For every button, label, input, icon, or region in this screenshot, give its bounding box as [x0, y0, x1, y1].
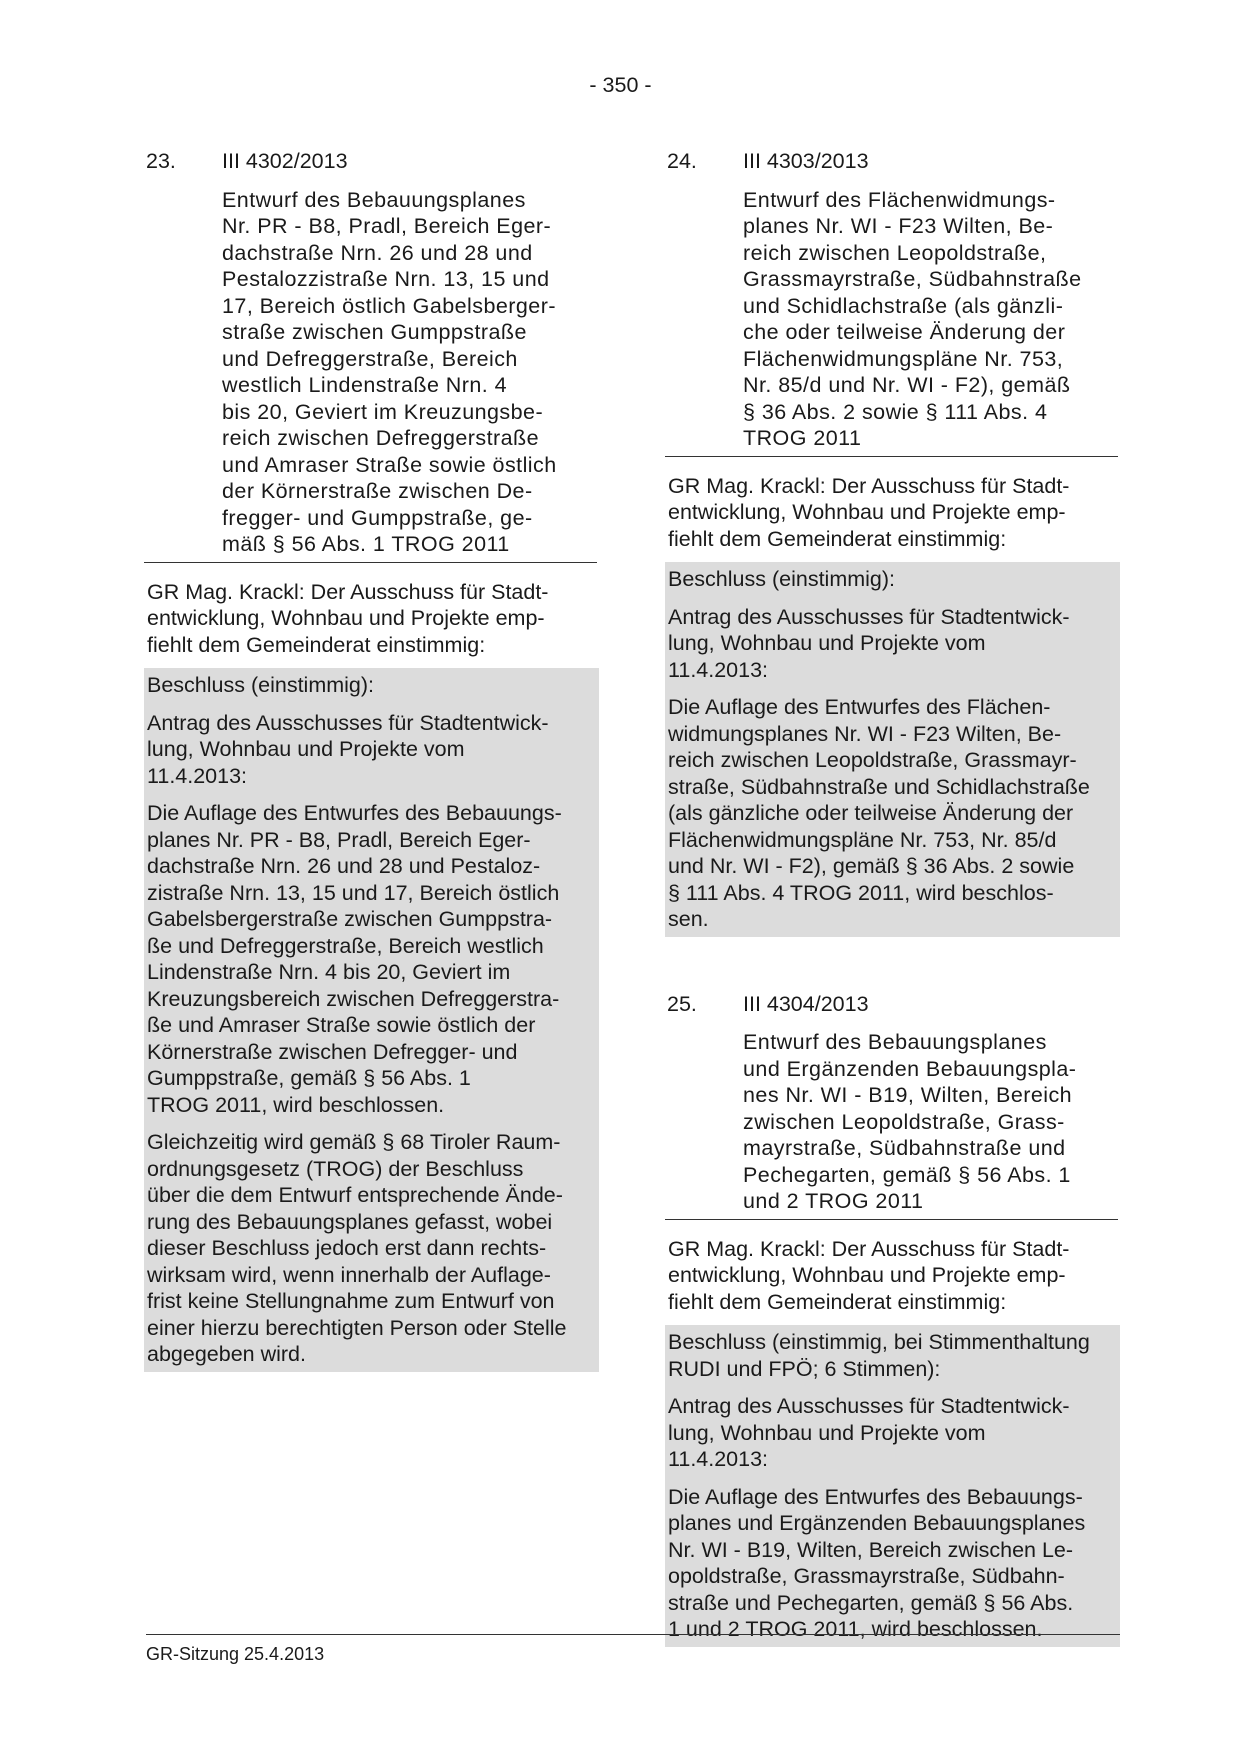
decision-paragraph	[668, 1329, 1114, 1382]
title-line: der Körnerstraße zwischen De-	[222, 479, 533, 503]
title-line: und Ergänzenden Bebauungspla-	[743, 1056, 1077, 1081]
decision-line: reich zwischen Leopoldstraße, Grassmayr-	[668, 748, 1077, 772]
decision-line: Gleichzeitig wird gemäß § 68 Tiroler Raum-	[147, 1130, 561, 1154]
decision-line: TROG 2011, wird beschlossen.	[147, 1092, 445, 1117]
decision-line: opoldstraße, Grassmayrstraße, Südbahn-	[668, 1564, 1065, 1588]
item-header	[146, 148, 601, 175]
decision-line: Die Auflage des Entwurfes des Flächen-	[668, 695, 1051, 719]
decision-line: § 111 Abs. 4 TROG 2011, wird beschlos-	[668, 880, 1054, 905]
recommendation-line: GR Mag. Krackl: Der Ausschuss für Stadt-	[147, 579, 549, 604]
title-line: Entwurf des Bebauungsplanes	[743, 1030, 1047, 1054]
decision-line: ordnungsgesetz (TROG) der Beschluss	[147, 1156, 524, 1181]
item-header	[667, 991, 1122, 1018]
decision-line: rung des Bebauungsplanes gefasst, wobei	[147, 1209, 553, 1234]
decision-line: 11.4.2013:	[147, 763, 248, 788]
title-line: reich zwischen Defreggerstraße	[222, 426, 540, 450]
decision-line: RUDI und FPÖ; 6 Stimmen):	[668, 1356, 941, 1381]
recommendation-line: GR Mag. Krackl: Der Ausschuss für Stadt-	[668, 1236, 1070, 1261]
decision-line: planes und Ergänzenden Bebauungsplanes	[668, 1511, 1086, 1535]
title-line: Entwurf des Flächenwidmungs-	[743, 187, 1056, 212]
title-line: und Schidlachstraße (als gänzli-	[743, 293, 1064, 318]
decision-line: Gabelsbergerstraße zwischen Gumppstra-	[147, 907, 553, 931]
title-line: und Defreggerstraße, Bereich	[222, 346, 518, 371]
decision-box	[665, 562, 1120, 937]
left-column	[146, 148, 601, 1372]
title-line: zwischen Leopoldstraße, Grass-	[743, 1109, 1065, 1134]
decision-line: Antrag des Ausschusses für Stadtentwick-	[668, 1394, 1070, 1418]
committee-recommendation	[667, 457, 1122, 553]
decision-line: dachstraße Nrn. 26 und 28 und Pestaloz-	[147, 854, 541, 878]
decision-line: einer hierzu berechtigten Person oder Stelle	[147, 1315, 567, 1340]
decision-line: 11.4.2013:	[668, 1447, 769, 1471]
decision-line: straße und Pechegarten, gemäß § 56 Abs.	[668, 1590, 1074, 1615]
decision-paragraph	[147, 672, 593, 699]
committee-recommendation	[146, 563, 601, 659]
item-number: 24.	[667, 149, 697, 173]
title-line: und Amraser Straße sowie östlich	[222, 452, 557, 477]
title-line: Pechegarten, gemäß § 56 Abs. 1	[743, 1162, 1071, 1187]
item-reference: III 4303/2013	[743, 149, 869, 173]
decision-line: planes Nr. PR - B8, Pradl, Bereich Eger-	[147, 827, 531, 852]
decision-paragraph	[147, 710, 593, 790]
decision-line: Nr. WI - B19, Wilten, Bereich zwischen Le-	[668, 1537, 1074, 1562]
recommendation-line: fiehlt dem Gemeinderat einstimmig:	[147, 632, 486, 657]
decision-line: dieser Beschluss jedoch erst dann rechts-	[147, 1236, 547, 1260]
right-column	[667, 148, 1122, 1647]
decision-line: Lindenstraße Nrn. 4 bis 20, Geviert im	[147, 960, 511, 984]
decision-line: frist keine Stellungnahme zum Entwurf von	[147, 1289, 555, 1313]
title-line: Grassmayrstraße, Südbahnstraße	[743, 267, 1082, 291]
item-number: 23.	[146, 149, 176, 173]
decision-line: (als gänzliche oder teilweise Änderung der	[668, 801, 1074, 825]
decision-paragraph	[668, 566, 1114, 593]
decision-line: Beschluss (einstimmig, bei Stimmenthaltung	[668, 1330, 1090, 1354]
decision-line: ße und Amraser Straße sowie östlich der	[147, 1013, 536, 1037]
title-line: und 2 TROG 2011	[743, 1189, 924, 1213]
recommendation-line: GR Mag. Krackl: Der Ausschuss für Stadt-	[668, 473, 1070, 498]
decision-box	[665, 1325, 1120, 1647]
item-header	[667, 148, 1122, 175]
title-line: fregger- und Gumppstraße, ge-	[222, 505, 533, 530]
footer-text: GR-Sitzung 25.4.2013	[146, 1644, 325, 1664]
title-line: planes Nr. WI - F23 Wilten, Be-	[743, 214, 1054, 238]
title-line: mäß § 56 Abs. 1 TROG 2011	[222, 532, 510, 556]
decision-line: lung, Wohnbau und Projekte vom	[668, 1420, 986, 1445]
decision-paragraph	[668, 694, 1114, 933]
recommendation-line: fiehlt dem Gemeinderat einstimmig:	[668, 526, 1007, 551]
title-line: westlich Lindenstraße Nrn. 4	[222, 373, 508, 397]
decision-line: abgegeben wird.	[147, 1342, 306, 1366]
decision-line: Die Auflage des Entwurfes des Bebauungs-	[668, 1484, 1083, 1509]
decision-box	[144, 668, 599, 1372]
item-reference: III 4304/2013	[743, 991, 869, 1016]
title-line: Nr. PR - B8, Pradl, Bereich Eger-	[222, 214, 552, 238]
decision-paragraph	[668, 604, 1114, 684]
title-line: bis 20, Geviert im Kreuzungsbe-	[222, 399, 544, 424]
decision-paragraph	[668, 1484, 1114, 1643]
title-line: 17, Bereich östlich Gabelsberger-	[222, 293, 556, 318]
decision-line: Flächenwidmungspläne Nr. 753, Nr. 85/d	[668, 827, 1057, 852]
title-line: TROG 2011	[743, 426, 862, 450]
title-line: che oder teilweise Änderung der	[743, 320, 1066, 344]
decision-line: Die Auflage des Entwurfes des Bebauungs-	[147, 801, 562, 825]
recommendation-line: entwicklung, Wohnbau und Projekte emp-	[147, 606, 545, 630]
decision-line: ße und Defreggerstraße, Bereich westlich	[147, 933, 544, 958]
recommendation-line: fiehlt dem Gemeinderat einstimmig:	[668, 1289, 1007, 1314]
decision-line: Beschluss (einstimmig):	[147, 673, 374, 697]
decision-line: Antrag des Ausschusses für Stadtentwick-	[147, 710, 549, 735]
recommendation-line: entwicklung, Wohnbau und Projekte emp-	[668, 500, 1066, 524]
decision-line: widmungsplanes Nr. WI - F23 Wilten, Be-	[668, 721, 1062, 746]
decision-line: wirksam wird, wenn innerhalb der Auflage-	[147, 1262, 551, 1287]
title-line: Pestalozzistraße Nrn. 13, 15 und	[222, 267, 550, 291]
decision-line: lung, Wohnbau und Projekte vom	[147, 737, 465, 761]
decision-paragraph	[147, 1129, 593, 1368]
decision-line: Gumppstraße, gemäß § 56 Abs. 1	[147, 1066, 471, 1090]
decision-line: und Nr. WI - F2), gemäß § 36 Abs. 2 sowie	[668, 854, 1075, 878]
item-spacer	[667, 937, 1122, 991]
decision-line: Antrag des Ausschusses für Stadtentwick-	[668, 604, 1070, 629]
decision-line: zistraße Nrn. 13, 15 und 17, Bereich östlich	[147, 880, 560, 905]
recommendation-line: entwicklung, Wohnbau und Projekte emp-	[668, 1263, 1066, 1287]
item-number: 25.	[667, 991, 697, 1016]
decision-line: 1 und 2 TROG 2011, wird beschlossen.	[668, 1617, 1043, 1641]
title-line: straße zwischen Gumppstraße	[222, 320, 527, 344]
decision-line: sen.	[668, 907, 709, 931]
agenda-item	[146, 148, 601, 1372]
decision-paragraph	[147, 800, 593, 1118]
title-line: nes Nr. WI - B19, Wilten, Bereich	[743, 1083, 1073, 1107]
decision-line: lung, Wohnbau und Projekte vom	[668, 631, 986, 655]
decision-line: Körnerstraße zwischen Defregger- und	[147, 1039, 518, 1064]
committee-recommendation	[667, 1220, 1122, 1316]
title-line: Flächenwidmungspläne Nr. 753,	[743, 346, 1064, 371]
agenda-item	[667, 991, 1122, 1647]
item-title	[222, 187, 601, 562]
decision-line: Beschluss (einstimmig):	[668, 567, 895, 591]
item-title	[743, 1029, 1122, 1219]
title-line: Nr. 85/d und Nr. WI - F2), gemäß	[743, 373, 1071, 397]
title-line: § 36 Abs. 2 sowie § 111 Abs. 4	[743, 399, 1048, 424]
decision-paragraph	[668, 1393, 1114, 1473]
item-reference: III 4302/2013	[222, 149, 348, 173]
decision-line: über die dem Entwurf entsprechende Ände-	[147, 1183, 563, 1207]
footer-rule	[146, 1634, 1120, 1635]
title-line: mayrstraße, Südbahnstraße und	[743, 1136, 1066, 1160]
title-line: dachstraße Nrn. 26 und 28 und	[222, 240, 533, 265]
decision-line: 11.4.2013:	[668, 657, 769, 682]
agenda-item	[667, 148, 1122, 937]
page-number: - 350 -	[589, 73, 652, 97]
decision-line: straße, Südbahnstraße und Schidlachstraße	[668, 774, 1090, 799]
title-line: Entwurf des Bebauungsplanes	[222, 187, 526, 212]
title-line: reich zwischen Leopoldstraße,	[743, 240, 1047, 265]
decision-line: Kreuzungsbereich zwischen Defreggerstra-	[147, 986, 560, 1011]
item-title	[743, 187, 1122, 456]
